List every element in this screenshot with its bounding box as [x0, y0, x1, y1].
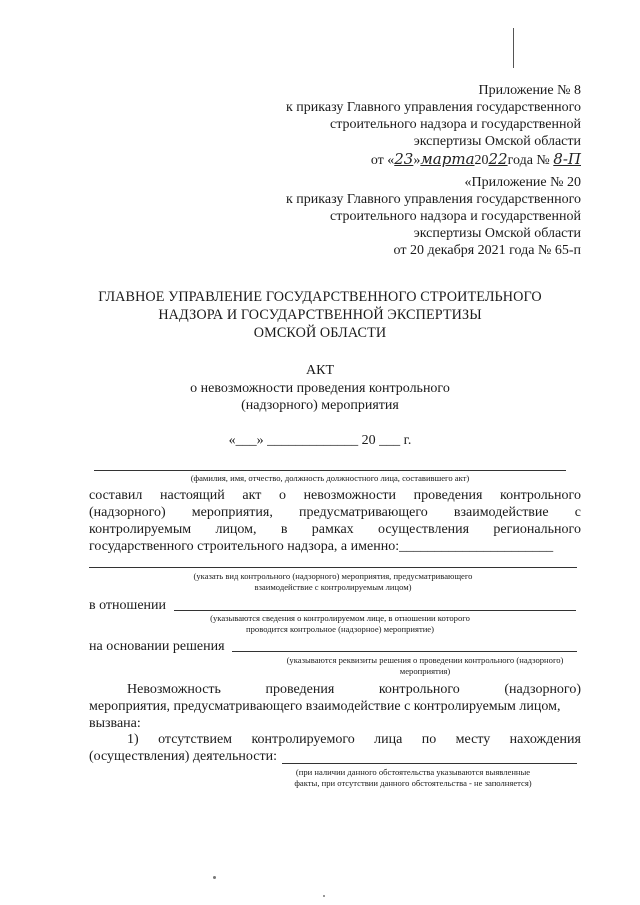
- p1-line-4: государственного строительного надзора, а именно:______________________: [89, 539, 554, 554]
- p3-line-1: [89, 731, 581, 748]
- word: лицом,: [215, 522, 257, 537]
- p1-line-3: [89, 521, 581, 538]
- word: составил: [89, 488, 143, 503]
- p3-line-2: (осуществления) деятельности:: [89, 749, 277, 764]
- scan-speck-2: [323, 895, 325, 897]
- word: по: [421, 732, 437, 747]
- word: о: [278, 488, 286, 503]
- handwritten-year: 22: [488, 150, 508, 168]
- act-title: АКТ: [306, 363, 334, 378]
- p1-line-2: [89, 504, 581, 521]
- kind-hint: (указать вид контрольного (надзорного) мероприятия, предусматривающего взаимодействие с контролируемым лицом): [193, 571, 473, 592]
- word: мероприятия,: [191, 505, 273, 520]
- word: лица: [374, 732, 403, 747]
- reason-hint: (при наличии данного обстоятельства указываются выявленные факты, при отсутствии данного обстоятельства - не заполняется): [294, 767, 532, 788]
- word: контролируемым: [89, 522, 192, 537]
- paragraph-3: [89, 731, 581, 765]
- reason-fill-line: [282, 763, 577, 764]
- p2-line-2: мероприятия, предусматривающего взаимодействие с контролируемым лицом,: [89, 699, 561, 714]
- org-line-1: ГЛАВНОЕ УПРАВЛЕНИЕ ГОСУДАРСТВЕННОГО СТРОИТЕЛЬНОГО: [98, 289, 542, 305]
- word: Невозможность: [127, 682, 221, 697]
- author-fill-line: [94, 470, 566, 471]
- word: регионального: [493, 522, 581, 537]
- p1-line-1: [89, 487, 581, 504]
- act-subtitle-2: (надзорного) мероприятия: [241, 398, 399, 413]
- appendix-8-org-line: строительного надзора и государственной: [329, 117, 581, 132]
- regarding-label: в отношении: [89, 598, 167, 613]
- basis-hint: (указываются реквизиты решения о проведении контрольного (надзорного) мероприятия): [286, 655, 564, 676]
- org-line-2: НАДЗОРА И ГОСУДАРСТВЕННОЙ ЭКСПЕРТИЗЫ: [158, 307, 482, 323]
- act-subtitle-1: о невозможности проведения контрольного: [190, 381, 450, 396]
- appendix-8-title: Приложение № 8: [478, 83, 581, 98]
- word: отсутствием: [158, 732, 233, 747]
- word: контрольного: [500, 488, 581, 503]
- p2-line-1: [89, 681, 581, 698]
- scan-speck: [213, 876, 216, 879]
- word: осуществления: [377, 522, 470, 537]
- act-date-line: «___» _____________ 20 ___ г.: [228, 433, 412, 448]
- author-hint: (фамилия, имя, отчество, должность должностного лица, составившего акт): [190, 473, 470, 483]
- word: предусматривающего: [298, 505, 428, 520]
- word: контролируемого: [251, 732, 355, 747]
- organization-heading: [60, 288, 580, 342]
- appendix-20-title: «Приложение № 20: [464, 175, 581, 190]
- appendix-20-org-line: строительного надзора и государственной: [329, 209, 581, 224]
- word: месту: [455, 732, 491, 747]
- appendix-20-header: [221, 174, 581, 259]
- word: акт: [242, 488, 262, 503]
- handwritten-number: 8-П: [553, 150, 581, 168]
- appendix-20-org-line-2: экспертизы Омской области: [413, 226, 581, 241]
- paragraph-2: [89, 681, 581, 732]
- word: 1): [127, 732, 139, 747]
- word: в: [280, 522, 288, 537]
- appendix-20-date-line: от 20 декабря 2021 года № 65-п: [393, 243, 581, 258]
- appendix-8-date-line: от «23»марта2022года № 8-П: [370, 150, 581, 168]
- handwritten-month: марта: [420, 150, 475, 168]
- basis-fill-line: [232, 651, 577, 652]
- word: взаимодействие: [453, 505, 549, 520]
- basis-label: на основании решения: [89, 639, 225, 654]
- regarding-hint: (указываются сведения о контролируемом лице, в отношении которого проводится контрольное (надзорное) мероприятие): [210, 613, 470, 634]
- regarding-fill-line: [174, 610, 576, 611]
- paragraph-1: [89, 487, 581, 555]
- word: нахождения: [509, 732, 581, 747]
- word: с: [574, 505, 581, 520]
- word: рамках: [311, 522, 354, 537]
- p2-line-3: вызвана:: [89, 716, 141, 731]
- appendix-8-header: [221, 82, 581, 169]
- appendix-20-order-line: к приказу Главного управления государственного: [286, 192, 581, 207]
- word: проведения: [265, 682, 335, 697]
- appendix-8-org-line-2: экспертизы Омской области: [413, 134, 581, 149]
- word: контрольного: [378, 682, 460, 697]
- act-title-block: [60, 362, 580, 414]
- appendix-8-order-line: к приказу Главного управления государственного: [286, 100, 581, 115]
- word: невозможности: [303, 488, 396, 503]
- kind-fill-line: [89, 567, 577, 568]
- handwritten-day: 23: [394, 150, 414, 168]
- word: проведения: [413, 488, 483, 503]
- word: (надзорного): [89, 505, 166, 520]
- org-line-3: ОМСКОЙ ОБЛАСТИ: [253, 325, 387, 341]
- binding-mark: [513, 28, 514, 68]
- word: (надзорного): [504, 682, 581, 697]
- word: настоящий: [159, 488, 225, 503]
